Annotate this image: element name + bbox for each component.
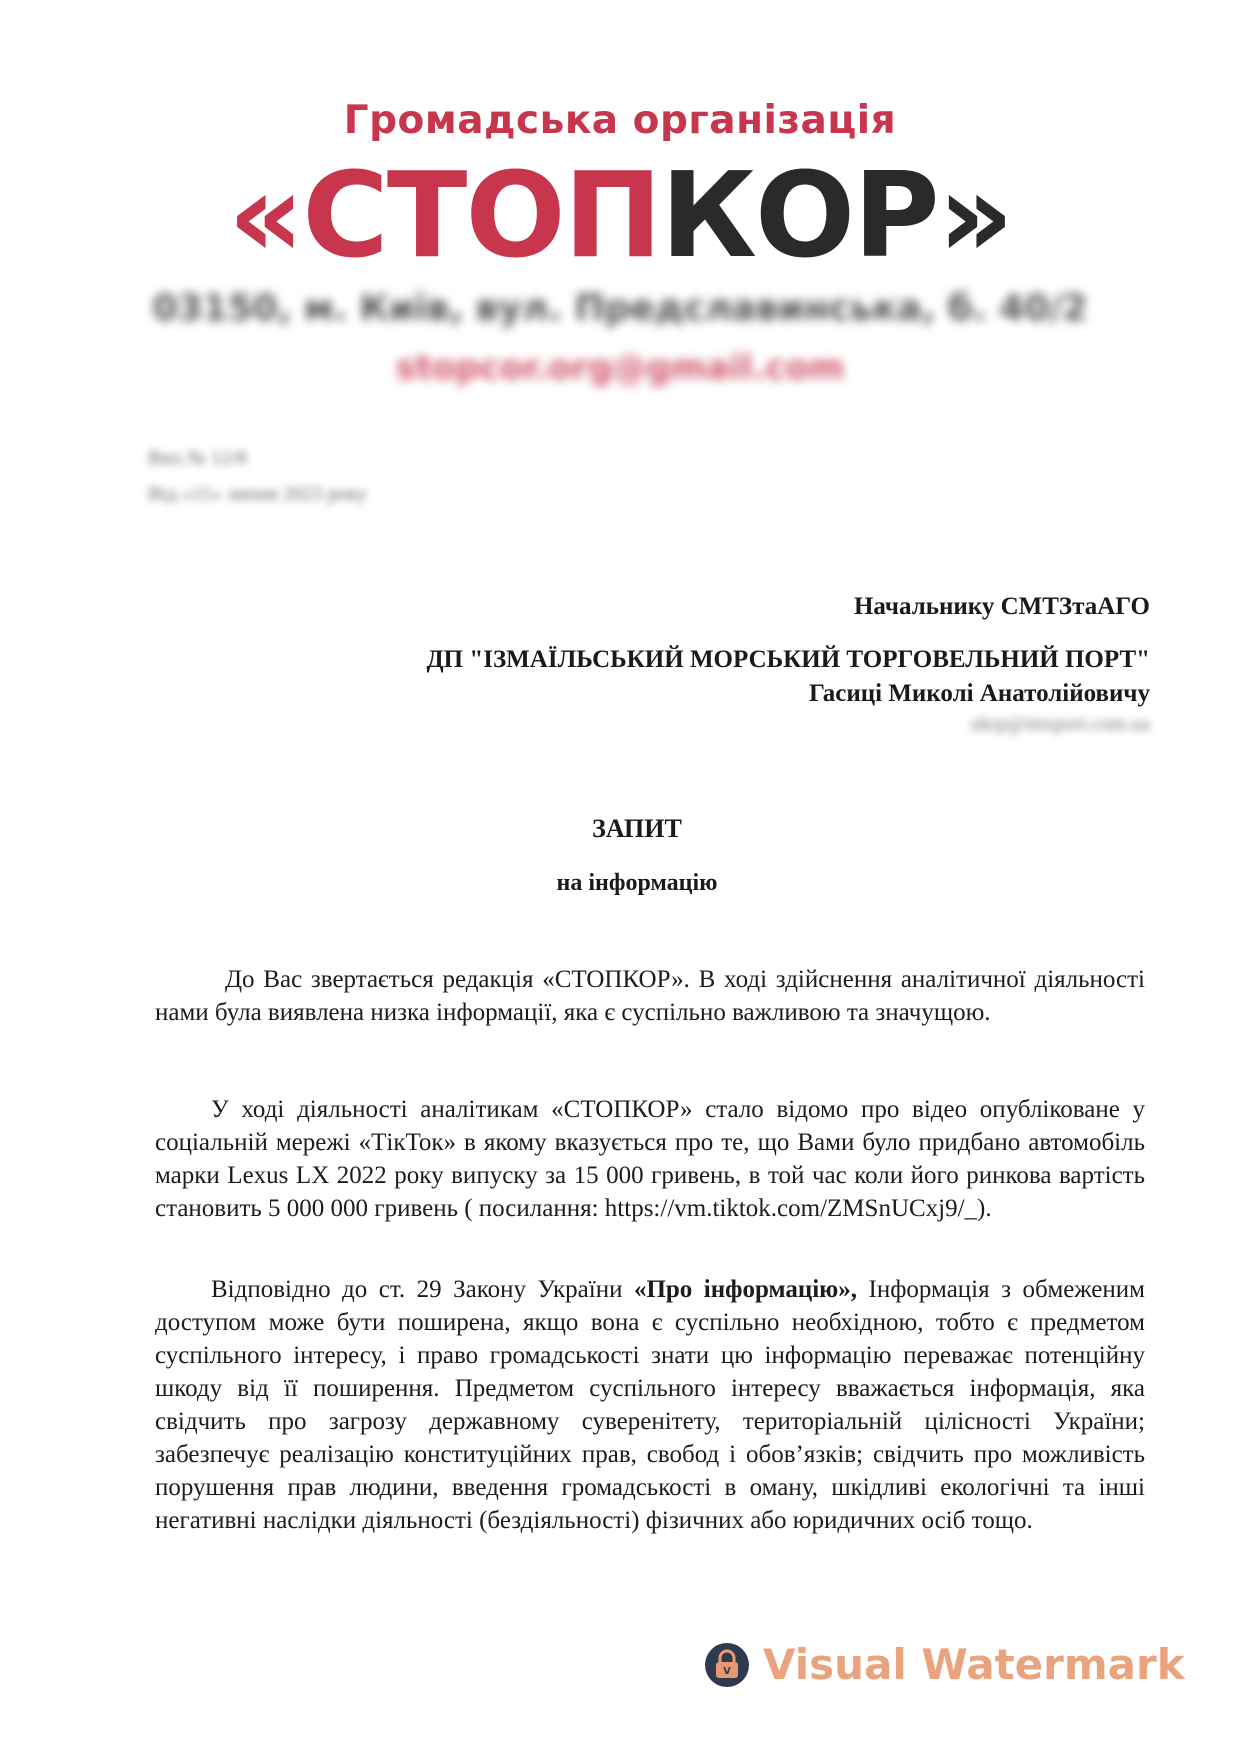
watermark-text: Visual Watermark bbox=[763, 1640, 1185, 1689]
document-title: ЗАПИТ bbox=[592, 814, 682, 843]
addressee-name: Гасиці Миколі Анатолійовичу bbox=[809, 680, 1150, 707]
reference-date: Від «11» липня 2023 року bbox=[148, 483, 368, 505]
organization-line: Громадська організація bbox=[343, 98, 897, 143]
lock-icon bbox=[705, 1643, 749, 1687]
paragraph-3-rest: Інформація з обмеженим доступом може бути поширена, якщо вона є суспільно необхідною, тобто є предметом суспільного інтересу, і право громадськості знати цю інформацію переважає потенційну шкоду від її поширення. Предметом суспільного інтересу вважається інформація, яка свідчить про загрозу державному суверенітету, територіальній цілісності України; забезпечує реалізацію конституційних прав, свобод і обов’язків; свідчить про можливість порушення прав людини, введення громадськості в оману, шкідливі екологічні та інші негативні наслідки діяльності (бездіяльності) фізичних або юридичних осіб тощо. bbox=[155, 1276, 1145, 1534]
document-subtitle: на інформацію bbox=[556, 870, 718, 896]
addressee-position: Начальнику СМТЗтаАГО bbox=[853, 593, 1150, 620]
body-paragraph-1: До Вас звертається редакція «СТОПКОР». В ході здійснення аналітичної діяльності нами була виявлена низка інформації, яка є суспільно важливою та значущою. bbox=[155, 966, 1145, 1026]
law-title: «Про інформацію», bbox=[633, 1276, 858, 1303]
organization-address: 03150, м. Київ, вул. Предславинська, б. 40/2 bbox=[152, 288, 1088, 329]
organization-email: stopcor.org@gmail.com bbox=[395, 348, 845, 388]
reference-number: Вих.№ 12/8 bbox=[148, 447, 247, 469]
addressee-email: ukrp@imsport.com.ua bbox=[970, 713, 1150, 735]
watermark bbox=[705, 1640, 1185, 1689]
brand-dark-part: КОР bbox=[660, 146, 938, 284]
body-paragraph-3 bbox=[155, 1273, 1145, 1537]
reference-block bbox=[148, 440, 367, 512]
svg-text:V: V bbox=[723, 1665, 731, 1677]
brand-logo bbox=[0, 146, 1240, 284]
brand-red-part: СТОП bbox=[302, 146, 661, 284]
body-paragraph-2: У ході діяльності аналітикам «СТОПКОР» стало відомо про відео опубліковане у соціальній мережі «ТікТок» в якому вказується про те, що Вами було придбано автомобіль марки Lexus LX 2022 року випуску за 15 000 гривень, в той час коли його ринкова вартість становить 5 000 000 гривень ( посилання: https://vm.tiktok.com/ZMSnUCxj9/_). bbox=[155, 1096, 1145, 1222]
paragraph-3-start: Відповідно до ст. 29 Закону України bbox=[211, 1276, 634, 1303]
brand-close-quote: » bbox=[937, 146, 1012, 284]
addressee-company: ДП "ІЗМАЇЛЬСЬКИЙ МОРСЬКИЙ ТОРГОВЕЛЬНИЙ ПОРТ" bbox=[426, 646, 1150, 673]
brand-open-quote: « bbox=[228, 146, 303, 284]
